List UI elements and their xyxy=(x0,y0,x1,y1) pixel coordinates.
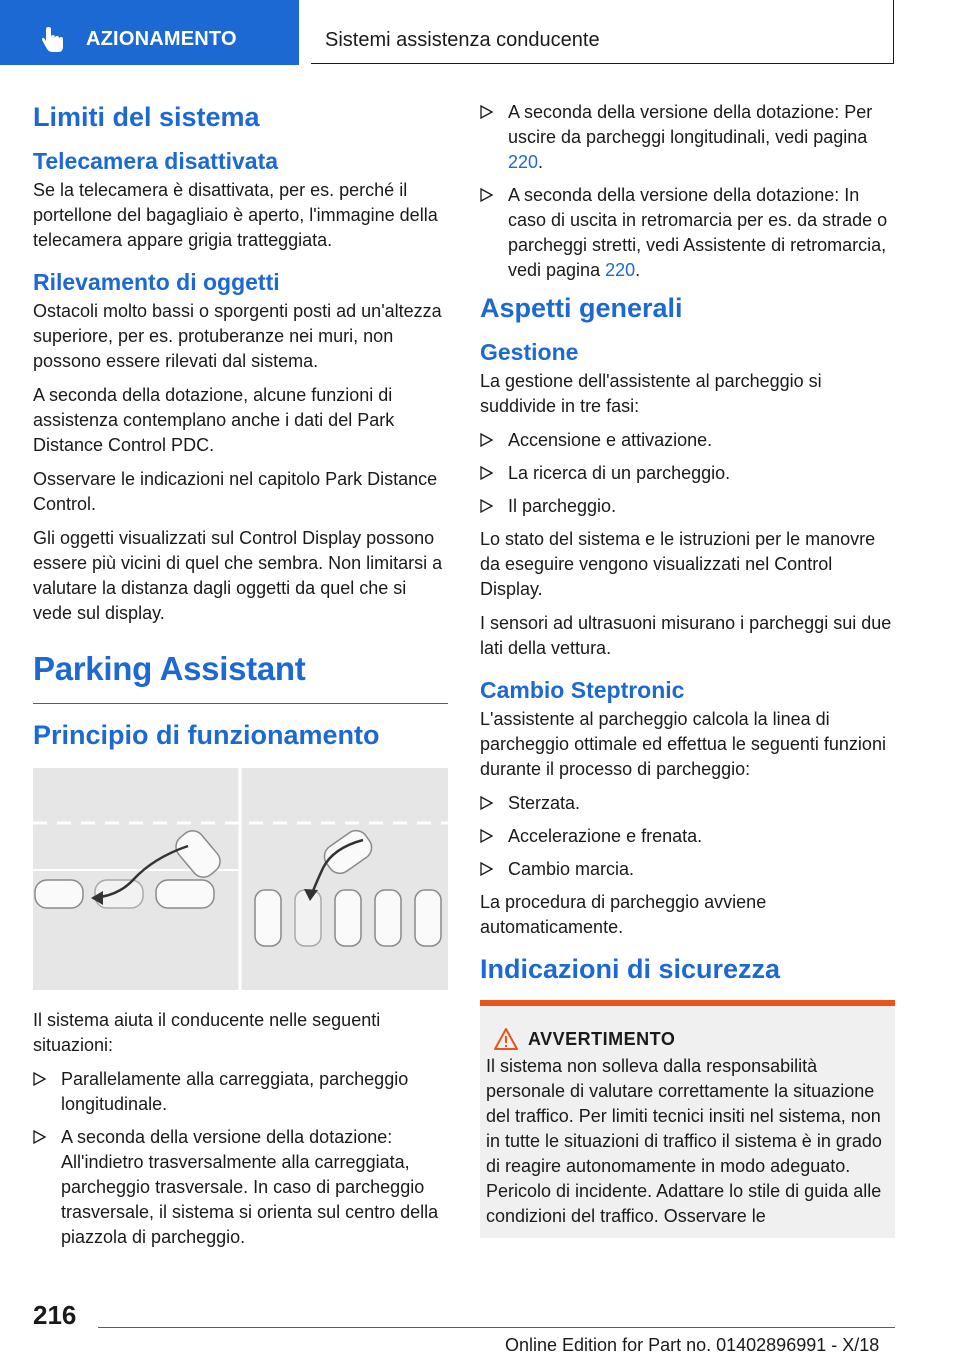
principle-heading: Principio di funzionamento xyxy=(33,720,380,750)
triangle-bullet-icon xyxy=(33,1130,46,1144)
triangle-bullet-icon xyxy=(480,433,493,447)
list-item: La ricerca di un parcheggio. xyxy=(480,461,895,486)
right-column xyxy=(480,100,895,1238)
objects-heading: Rilevamento di oggetti xyxy=(33,269,280,295)
page-link[interactable]: 220 xyxy=(605,260,636,280)
triangle-bullet-icon xyxy=(480,862,493,876)
triangle-bullet-icon xyxy=(480,105,493,119)
parked-car xyxy=(35,880,214,908)
triangle-bullet-icon xyxy=(480,188,493,202)
triangle-bullet-icon xyxy=(480,796,493,810)
auto-text: La procedura di parcheggio avviene automaticamente. xyxy=(480,892,767,937)
list-item: Parallelamente alla carreggiata, parcheggio longitudinale. xyxy=(33,1067,448,1117)
edition-text: Online Edition for Part no. 01402896991 - X/18 xyxy=(505,1335,880,1355)
limits-heading: Limiti del sistema xyxy=(33,102,260,132)
parking-illustration xyxy=(33,768,448,990)
list-item: A seconda della versione della dotazione: Per uscire da parcheggi longitudinali, vedi pagina 220. xyxy=(480,100,895,175)
hand-icon xyxy=(40,27,66,53)
functions-list xyxy=(480,791,895,882)
objects-text-3: Osservare le indicazioni nel capitolo Park Distance Control. xyxy=(33,469,438,514)
warning-header xyxy=(494,1028,887,1050)
warning-text: Il sistema non solleva dalla responsabilità personale di valutare correttamente la situazione del traffico. Per limiti tecnici insiti nel sistema, non in tutte le situazioni di traffico il sistema è in grado di reagire autonomamente in modo adeguato. Pericolo di incidente. Adattare lo stile di guida alle condizioni del traffico. Osservare le xyxy=(486,1056,882,1226)
list-item: A seconda della versione della dotazione: In caso di uscita in retromarcia per es. da strade o parcheggi stretti, vedi Assistente di retromarcia, vedi pagina 220. xyxy=(480,183,895,283)
triangle-bullet-icon xyxy=(480,499,493,513)
page-link[interactable]: 220 xyxy=(508,152,539,172)
list-item: Accensione e attivazione. xyxy=(480,428,895,453)
warning-triangle-icon xyxy=(494,1028,518,1050)
sensors-text: I sensori ad ultrasuoni misurano i parcheggi sui due lati della vettura. xyxy=(480,613,892,658)
section-header xyxy=(311,0,894,64)
section-label: Sistemi assistenza conducente xyxy=(325,29,600,51)
list-item: Il parcheggio. xyxy=(480,494,895,519)
phases-list xyxy=(480,428,895,519)
objects-text-2: A seconda della dotazione, alcune funzioni di assistenza contemplano anche i dati del Park Distance Control PDC. xyxy=(33,385,395,455)
chapter-heading: Parking Assistant xyxy=(33,635,448,704)
support-list xyxy=(33,1067,448,1250)
status-text: Lo stato del sistema e le istruzioni per le manovre da eseguire vengono visualizzati nel Control Display. xyxy=(480,529,876,599)
list-item: Cambio marcia. xyxy=(480,857,895,882)
list-item: Accelerazione e frenata. xyxy=(480,824,895,849)
steptronic-heading: Cambio Steptronic xyxy=(480,677,685,703)
management-heading: Gestione xyxy=(480,339,579,365)
exit-list xyxy=(480,100,895,283)
list-item: A seconda della versione della dotazione: All'indietro trasversalmente alla carreggiata, parcheggio trasversale. In caso di parcheggio trasversale, il sistema si orienta sul centro della piazzola di parcheggio. xyxy=(33,1125,448,1250)
page-number: 216 xyxy=(33,1300,77,1330)
objects-text-4: Gli oggetti visualizzati sul Control Display possono essere più vicini di quel che sembra. Non limitarsi a valutare la distanza dagli oggetti da quel che si vede sul display. xyxy=(33,528,443,623)
warning-box xyxy=(480,1000,895,1238)
management-text: La gestione dell'assistente al parcheggio si suddivide in tre fasi: xyxy=(480,371,822,416)
left-column xyxy=(33,100,448,1258)
safety-heading: Indicazioni di sicurezza xyxy=(480,954,781,984)
camera-text: Se la telecamera è disattivata, per es. perché il portellone del bagagliaio è aperto, l'immagine della telecamera appare grigia tratteggiata. xyxy=(33,180,438,250)
chapter-tab[interactable] xyxy=(0,0,299,65)
warning-label: AVVERTIMENTO xyxy=(528,1028,676,1049)
camera-heading: Telecamera disattivata xyxy=(33,148,279,174)
chapter-tab-label: AZIONAMENTO xyxy=(86,28,237,50)
footer-divider xyxy=(98,1327,895,1328)
triangle-bullet-icon xyxy=(480,466,493,480)
objects-text-1: Ostacoli molto bassi o sporgenti posti ad un'altezza superiore, per es. protuberanze nei muri, non possono essere rilevati dal sistema. xyxy=(33,301,442,371)
list-item: Sterzata. xyxy=(480,791,895,816)
triangle-bullet-icon xyxy=(33,1072,46,1086)
support-intro: Il sistema aiuta il conducente nelle seguenti situazioni: xyxy=(33,1010,381,1055)
general-heading: Aspetti generali xyxy=(480,293,683,323)
steptronic-text: L'assistente al parcheggio calcola la linea di parcheggio ottimale ed effettua le seguenti funzioni durante il processo di parcheggio: xyxy=(480,709,886,779)
triangle-bullet-icon xyxy=(480,829,493,843)
